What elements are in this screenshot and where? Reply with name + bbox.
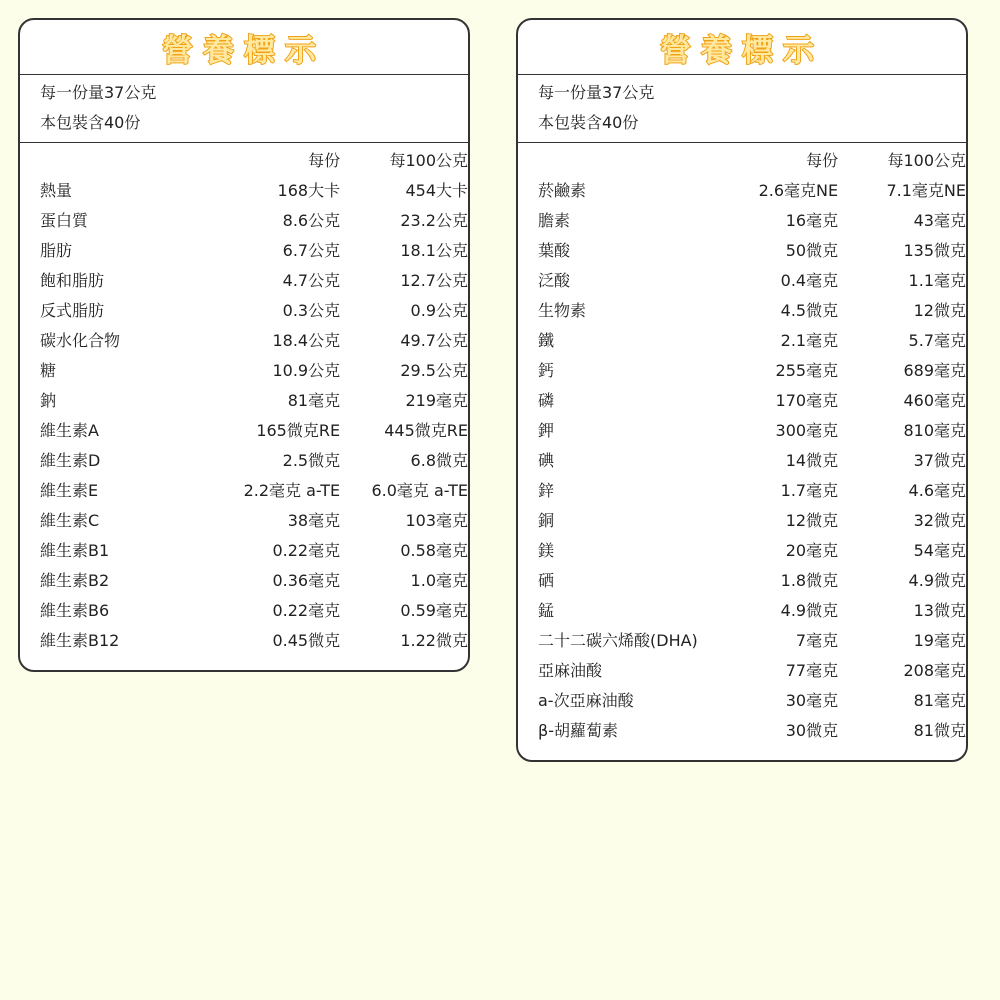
- nutrient-name: 菸鹼素: [538, 181, 587, 200]
- table-row: [20, 326, 468, 356]
- value-per-serving: 1.7毫克: [780, 481, 839, 500]
- nutrient-name: 反式脂肪: [40, 301, 105, 320]
- nutrient-name: 泛酸: [538, 271, 571, 290]
- table-row: [20, 266, 468, 296]
- value-per-serving: 4.5微克: [780, 301, 839, 320]
- value-per-serving: 0.4毫克: [780, 271, 839, 290]
- value-per-100g: 0.59毫克: [400, 601, 468, 620]
- table-row: [20, 476, 468, 506]
- value-per-100g: 810毫克: [903, 421, 966, 440]
- panel-title-bar: [518, 20, 966, 75]
- nutrient-name: β-胡蘿蔔素: [538, 721, 618, 740]
- value-per-100g: 445微克RE: [384, 421, 468, 440]
- table-row: [20, 446, 468, 476]
- nutrient-name: 銅: [538, 511, 555, 530]
- nutrient-name: 膽素: [538, 211, 571, 230]
- value-per-100g: 7.1毫克NE: [886, 181, 966, 200]
- nutrient-name: 熱量: [40, 181, 73, 200]
- nutrient-name: 錳: [538, 601, 555, 620]
- serving-size: 每一份量37公克: [40, 83, 157, 102]
- value-per-100g: 4.6毫克: [908, 481, 966, 500]
- nutrient-name: 亞麻油酸: [538, 661, 603, 680]
- value-per-100g: 1.1毫克: [908, 271, 966, 290]
- value-per-100g: 43毫克: [913, 211, 966, 230]
- value-per-100g: 460毫克: [903, 391, 966, 410]
- value-per-serving: 300毫克: [775, 421, 839, 440]
- header-blank: [518, 146, 718, 176]
- table-row: [518, 566, 966, 596]
- nutrient-name: 維生素C: [40, 511, 100, 530]
- table-row: [20, 506, 468, 536]
- value-per-serving: 1.8微克: [780, 571, 839, 590]
- value-per-100g: 5.7毫克: [908, 331, 966, 350]
- value-per-serving: 0.45微克: [272, 631, 341, 650]
- nutrient-name: 鉀: [538, 421, 555, 440]
- nutrient-rows: [20, 176, 468, 656]
- table-row: [518, 596, 966, 626]
- header-per-serving: 每份: [806, 151, 839, 170]
- value-per-100g: 6.8微克: [410, 451, 468, 470]
- table-row: [20, 236, 468, 266]
- nutrient-name: 鋅: [538, 481, 555, 500]
- value-per-100g: 103毫克: [405, 511, 468, 530]
- panel-title: 營養標示: [660, 32, 824, 69]
- table-row: [518, 386, 966, 416]
- table-row: [518, 656, 966, 686]
- value-per-100g: 135微克: [903, 241, 966, 260]
- value-per-100g: 1.0毫克: [410, 571, 468, 590]
- value-per-100g: 29.5公克: [400, 361, 468, 380]
- nutrient-name: 生物素: [538, 301, 587, 320]
- value-per-serving: 14微克: [785, 451, 839, 470]
- table-row: [20, 536, 468, 566]
- table-row: [20, 206, 468, 236]
- table-row: [518, 506, 966, 536]
- value-per-100g: 81毫克: [913, 691, 966, 710]
- value-per-100g: 12微克: [913, 301, 966, 320]
- value-per-100g: 54毫克: [913, 541, 966, 560]
- value-per-100g: 13微克: [913, 601, 966, 620]
- nutrient-table: [518, 143, 966, 760]
- serving-size: 每一份量37公克: [538, 83, 655, 102]
- header-per-100g: 每100公克: [887, 151, 966, 170]
- nutrient-rows: [518, 176, 966, 746]
- nutrient-table: [20, 143, 468, 670]
- nutrient-name: 蛋白質: [40, 211, 89, 230]
- value-per-100g: 1.22微克: [400, 631, 468, 650]
- header-per-serving: 每份: [308, 151, 341, 170]
- value-per-serving: 8.6公克: [282, 211, 341, 230]
- value-per-100g: 32微克: [913, 511, 966, 530]
- value-per-100g: 6.0毫克 a-TE: [371, 481, 468, 500]
- value-per-100g: 49.7公克: [400, 331, 468, 350]
- nutrition-panel-right: [516, 18, 968, 762]
- nutrient-name: 碘: [538, 451, 555, 470]
- panel-title: 營養標示: [162, 32, 326, 69]
- table-row: [20, 296, 468, 326]
- nutrient-name: 鎂: [538, 541, 555, 560]
- nutrient-name: 維生素B1: [40, 541, 110, 560]
- table-row: [518, 686, 966, 716]
- nutrient-name: 維生素A: [40, 421, 99, 440]
- nutrient-name: 飽和脂肪: [40, 271, 105, 290]
- nutrient-name: 二十二碳六烯酸(DHA): [538, 631, 698, 650]
- table-row: [518, 416, 966, 446]
- value-per-100g: 23.2公克: [400, 211, 468, 230]
- value-per-100g: 81微克: [913, 721, 966, 740]
- nutrient-name: 鈣: [538, 361, 555, 380]
- value-per-serving: 30微克: [785, 721, 839, 740]
- nutrient-name: 維生素B6: [40, 601, 110, 620]
- table-row: [518, 626, 966, 656]
- table-row: [20, 566, 468, 596]
- value-per-serving: 0.22毫克: [272, 541, 341, 560]
- value-per-serving: 4.7公克: [282, 271, 341, 290]
- nutrient-name: 糖: [40, 361, 57, 380]
- value-per-serving: 20毫克: [785, 541, 839, 560]
- value-per-serving: 2.1毫克: [780, 331, 839, 350]
- nutrient-name: 維生素B2: [40, 571, 110, 590]
- table-row: [518, 476, 966, 506]
- value-per-serving: 2.2毫克 a-TE: [243, 481, 341, 500]
- value-per-serving: 81毫克: [287, 391, 341, 410]
- value-per-serving: 2.6毫克NE: [758, 181, 839, 200]
- table-row: [518, 176, 966, 206]
- nutrient-name: 維生素E: [40, 481, 99, 500]
- value-per-serving: 255毫克: [775, 361, 839, 380]
- serving-info: [518, 75, 966, 143]
- value-per-100g: 0.9公克: [410, 301, 468, 320]
- serving-info: [20, 75, 468, 143]
- value-per-serving: 170毫克: [775, 391, 839, 410]
- nutrient-name: 硒: [538, 571, 555, 590]
- value-per-serving: 30毫克: [785, 691, 839, 710]
- table-row: [518, 356, 966, 386]
- table-row: [518, 446, 966, 476]
- table-row: [518, 266, 966, 296]
- nutrient-name: 維生素B12: [40, 631, 120, 650]
- value-per-serving: 77毫克: [785, 661, 839, 680]
- value-per-serving: 2.5微克: [282, 451, 341, 470]
- value-per-serving: 38毫克: [287, 511, 341, 530]
- table-row: [518, 236, 966, 266]
- value-per-serving: 18.4公克: [272, 331, 341, 350]
- table-row: [20, 416, 468, 446]
- value-per-serving: 0.3公克: [282, 301, 341, 320]
- nutrient-name: 脂肪: [40, 241, 73, 260]
- table-row: [518, 326, 966, 356]
- value-per-100g: 454大卡: [405, 181, 468, 200]
- header-blank: [20, 146, 197, 176]
- value-per-100g: 219毫克: [405, 391, 468, 410]
- nutrient-name: a-次亞麻油酸: [538, 691, 634, 710]
- table-row: [20, 176, 468, 206]
- value-per-serving: 12微克: [785, 511, 839, 530]
- header-per-100g: 每100公克: [389, 151, 468, 170]
- value-per-100g: 19毫克: [913, 631, 966, 650]
- value-per-serving: 165微克RE: [256, 421, 341, 440]
- nutrient-name: 磷: [538, 391, 555, 410]
- table-header: [518, 146, 966, 176]
- value-per-100g: 689毫克: [903, 361, 966, 380]
- value-per-serving: 50微克: [785, 241, 839, 260]
- value-per-serving: 168大卡: [277, 181, 341, 200]
- value-per-serving: 0.22毫克: [272, 601, 341, 620]
- nutrient-name: 鐵: [538, 331, 555, 350]
- table-header: [20, 146, 468, 176]
- nutrient-name: 葉酸: [538, 241, 571, 260]
- panel-title-bar: [20, 20, 468, 75]
- value-per-100g: 0.58毫克: [400, 541, 468, 560]
- table-row: [20, 626, 468, 656]
- value-per-serving: 6.7公克: [282, 241, 341, 260]
- value-per-serving: 10.9公克: [272, 361, 341, 380]
- value-per-100g: 18.1公克: [400, 241, 468, 260]
- value-per-serving: 4.9微克: [780, 601, 839, 620]
- table-row: [518, 296, 966, 326]
- table-row: [518, 536, 966, 566]
- value-per-100g: 208毫克: [903, 661, 966, 680]
- servings-per-pack: 本包裝含40份: [40, 113, 141, 132]
- nutrition-panel-left: [18, 18, 470, 672]
- value-per-100g: 12.7公克: [400, 271, 468, 290]
- table-row: [518, 716, 966, 746]
- table-row: [518, 206, 966, 236]
- nutrient-name: 維生素D: [40, 451, 101, 470]
- table-row: [20, 356, 468, 386]
- value-per-serving: 0.36毫克: [272, 571, 341, 590]
- nutrient-name: 鈉: [40, 391, 57, 410]
- value-per-100g: 37微克: [913, 451, 966, 470]
- nutrient-name: 碳水化合物: [40, 331, 121, 350]
- servings-per-pack: 本包裝含40份: [538, 113, 639, 132]
- value-per-serving: 7毫克: [795, 631, 839, 650]
- table-row: [20, 386, 468, 416]
- table-row: [20, 596, 468, 626]
- value-per-100g: 4.9微克: [908, 571, 966, 590]
- value-per-serving: 16毫克: [785, 211, 839, 230]
